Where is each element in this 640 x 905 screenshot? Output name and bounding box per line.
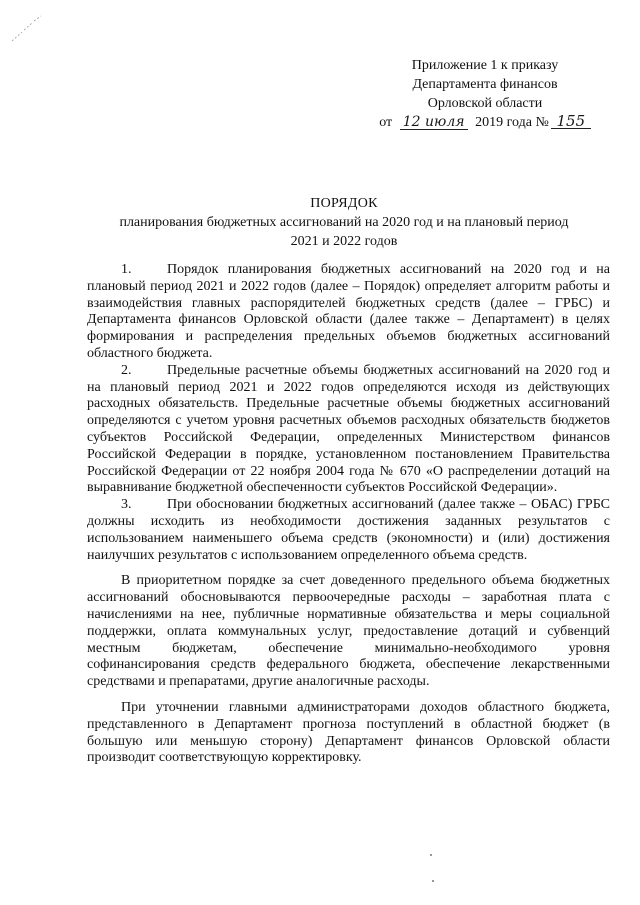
paragraph-number: 3. [121, 497, 132, 513]
title-line-1: ПОРЯДОК [310, 196, 378, 211]
paragraph-5 [87, 700, 610, 767]
paragraph-text: При обосновании бюджетных ассигнований (далее также – ОБАС) ГРБС должны исходить из необходимости достижения заданных результатов с использованием наименьшего объема средств (экономности) и (или) достижения наилучших результатов с использованием определенного объема средств. [87, 497, 610, 563]
paragraph-text: В приоритетном порядке за счет доведенного предельного объема бюджетных ассигнований обосновываются первоочередные расходы – заработная плата с начислениями на нее, публичные нормативные обязательства и меры социальной поддержки, оплата коммунальных услуг, предоставление дотаций и субвенций местным бюджетам, обеспечение минимально-необходимого уровня софинансирования средств федерального бюджета, обеспечение лекарственными средствами и препаратами, другие аналогичные расходы. [87, 573, 610, 690]
scan-speck [430, 854, 432, 856]
order-date-line [360, 113, 610, 132]
paragraph-2 [87, 363, 610, 497]
paragraph-text: Предельные расчетные объемы бюджетных ассигнований на 2020 год и на плановый период 2021 и 2022 годов определяются исходя из действующих расходных обязательств. Предельные расчетные объемы бюджетных ассигнований определяются с учетом уровня расчетных объемов расходных обязательств бюджетов субъектов Российской Федерации, определенных Министерством финансов Российской Федерации в порядке, установленном постановлением Правительства Российской Федерации от 22 ноября 2004 года № 670 «О распределении дотаций на выравнивание бюджетной обеспеченности субъектов Российской Федерации». [87, 362, 610, 496]
paragraph-text: При уточнении главными администраторами доходов областного бюджета, представленного в Департамент прогноза поступлений в областной бюджет (в большую или меньшую сторону) Департамент финансов Орловской области производит соответствующую корректировку. [87, 699, 610, 766]
title-line-2: планирования бюджетных ассигнований на 2020 год и на плановый период [119, 215, 569, 230]
appendix-line-3: Орловской области [427, 96, 543, 111]
document-title [80, 194, 608, 251]
year-number-label: 2019 года № [475, 115, 549, 130]
paragraph-text: Порядок планирования бюджетных ассигнований на 2020 год и на плановый период 2021 и 2022 годов (далее – Порядок) определяет алгоритм работы и взаимодействия главных распорядителей бюджетных средств (далее – ГРБС) и Департамента финансов Орловской области (далее также – Департамент) в целях формирования и распределения предельных объемов бюджетных ассигнований областного бюджета. [87, 262, 610, 361]
appendix-line-1: Приложение 1 к приказу [411, 58, 559, 73]
handwritten-date: 12 июля [400, 115, 468, 130]
paragraph-number: 1. [121, 262, 132, 277]
document-body [87, 262, 610, 767]
appendix-line-2: Департамента финансов [412, 77, 558, 92]
from-label: от [379, 115, 393, 130]
scan-artifact-mark [8, 14, 48, 44]
scan-speck [432, 880, 434, 882]
paragraph-3 [87, 497, 610, 564]
paragraph-number: 2. [121, 362, 132, 378]
handwritten-order-number: 155 [551, 114, 591, 129]
appendix-header [360, 56, 610, 132]
paragraph-1 [87, 262, 610, 363]
paragraph-4 [87, 573, 610, 691]
title-line-3: 2021 и 2022 годов [290, 234, 398, 249]
